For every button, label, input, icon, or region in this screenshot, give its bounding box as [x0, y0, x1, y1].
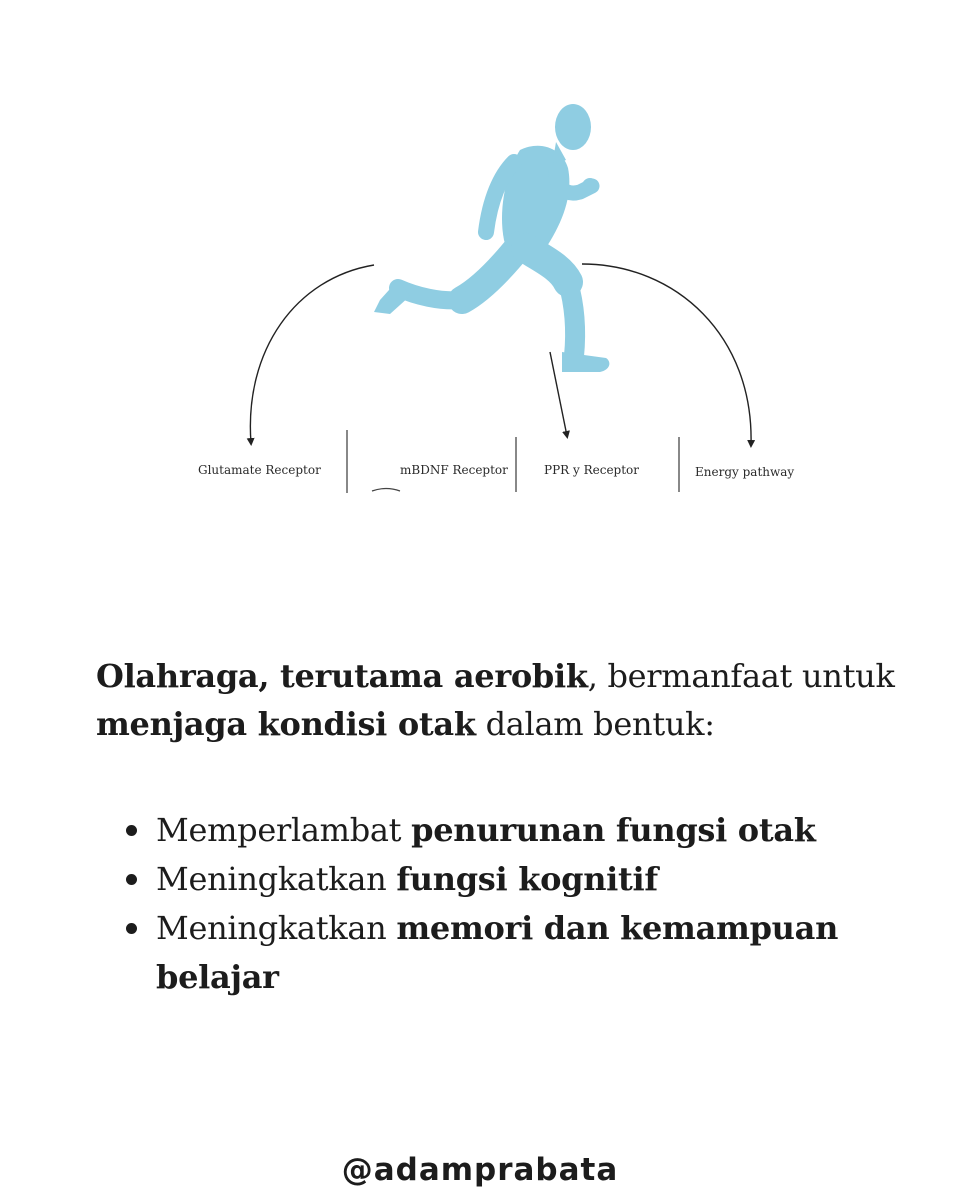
- list-item: [96, 806, 896, 855]
- list-item: [96, 904, 896, 1002]
- label-mbdnf-receptor: mBDNF Receptor: [400, 463, 508, 477]
- benefit-bold: memori dan kemampuan belajar: [156, 909, 839, 996]
- partial-circle-mark: [372, 489, 400, 492]
- benefit-text: Meningkatkan: [156, 909, 397, 947]
- list-item: [96, 855, 896, 904]
- exercise-diagram: [0, 0, 960, 540]
- label-energy-pathway: Energy pathway: [695, 465, 795, 479]
- arrow-to-energy: [582, 264, 751, 445]
- intro-text-2: dalam bentuk:: [475, 705, 715, 743]
- benefit-bold: fungsi kognitif: [396, 860, 658, 898]
- intro-bold-exercise: Olahraga, terutama aerobik: [96, 657, 588, 695]
- bullet-icon: [126, 923, 137, 934]
- bullet-icon: [126, 874, 137, 885]
- label-glutamate-receptor: Glutamate Receptor: [198, 463, 321, 477]
- benefits-list: [96, 806, 896, 1002]
- benefit-text: Memperlambat: [156, 811, 412, 849]
- label-ppr-receptor: PPR y Receptor: [544, 463, 640, 477]
- intro-paragraph: [96, 652, 896, 748]
- bullet-icon: [126, 825, 137, 836]
- arrow-to-glutamate: [250, 265, 374, 443]
- benefit-bold: penurunan fungsi otak: [411, 811, 816, 849]
- intro-text-1: , bermanfaat untuk: [587, 657, 895, 695]
- intro-bold-brain: menjaga kondisi otak: [96, 705, 476, 743]
- benefit-text: Meningkatkan: [156, 860, 397, 898]
- author-handle: @adamprabata: [341, 1152, 619, 1188]
- running-person-icon: [374, 104, 609, 372]
